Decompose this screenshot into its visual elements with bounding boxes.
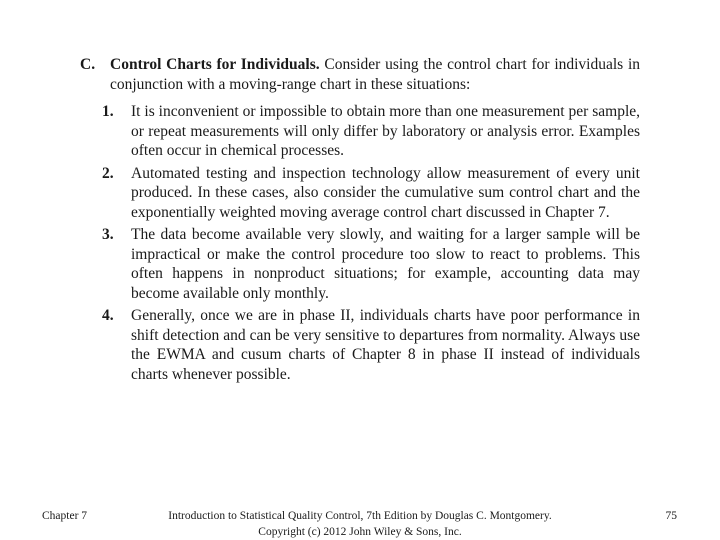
list-item-text: It is inconvenient or impossible to obtain more than one measurement per sample, or repeat measurements will only differ by laboratory or analysis error. Examples often occur in chemical processes.: [131, 103, 640, 159]
footer-citation-line1: Introduction to Statistical Quality Control, 7th Edition by Douglas C. Montgomery.: [168, 510, 552, 522]
content-section: [80, 55, 640, 387]
section-header: [80, 55, 640, 94]
list-item-text: Generally, once we are in phase II, individuals charts have poor performance in shift detection and can be very sensitive to departures from normality. Always use the EWMA and cusum charts of Chapter 8 in phase II instead of individuals charts whenever possible.: [131, 307, 640, 383]
footer-citation: [140, 508, 580, 540]
section-title: Control Charts for Individuals.: [110, 56, 320, 73]
list-item: [102, 225, 640, 303]
footer-citation-line2: Copyright (c) 2012 John Wiley & Sons, Inc.: [258, 526, 462, 538]
list-item-number: 4.: [102, 307, 114, 324]
list-item-number: 1.: [102, 103, 114, 120]
section-intro: Consider using the control chart for individuals in conjunction with a moving-range chart in these situations:: [110, 56, 641, 93]
list-item-text: The data become available very slowly, and waiting for a larger sample will be impractical or make the control procedure too slow to react to problems. This often happens in nonproduct situations; for example, accounting data may become available only monthly.: [131, 226, 640, 302]
list-item: [102, 164, 640, 223]
section-letter: C.: [80, 56, 96, 73]
list-item: [102, 102, 640, 161]
list-item-text: Automated testing and inspection technology allow measurement of every unit produced. In these cases, also consider the cumulative sum control chart and the exponentially weighted moving average control chart discussed in Chapter 7.: [131, 164, 640, 221]
list-item-number: 3.: [102, 226, 114, 243]
page-number: 75: [665, 510, 677, 522]
footer-chapter: Chapter 7: [42, 510, 88, 522]
list-item-number: 2.: [102, 164, 114, 182]
situation-list: [102, 102, 640, 384]
list-item: [102, 306, 640, 384]
section-intro-paragraph: [110, 55, 640, 94]
